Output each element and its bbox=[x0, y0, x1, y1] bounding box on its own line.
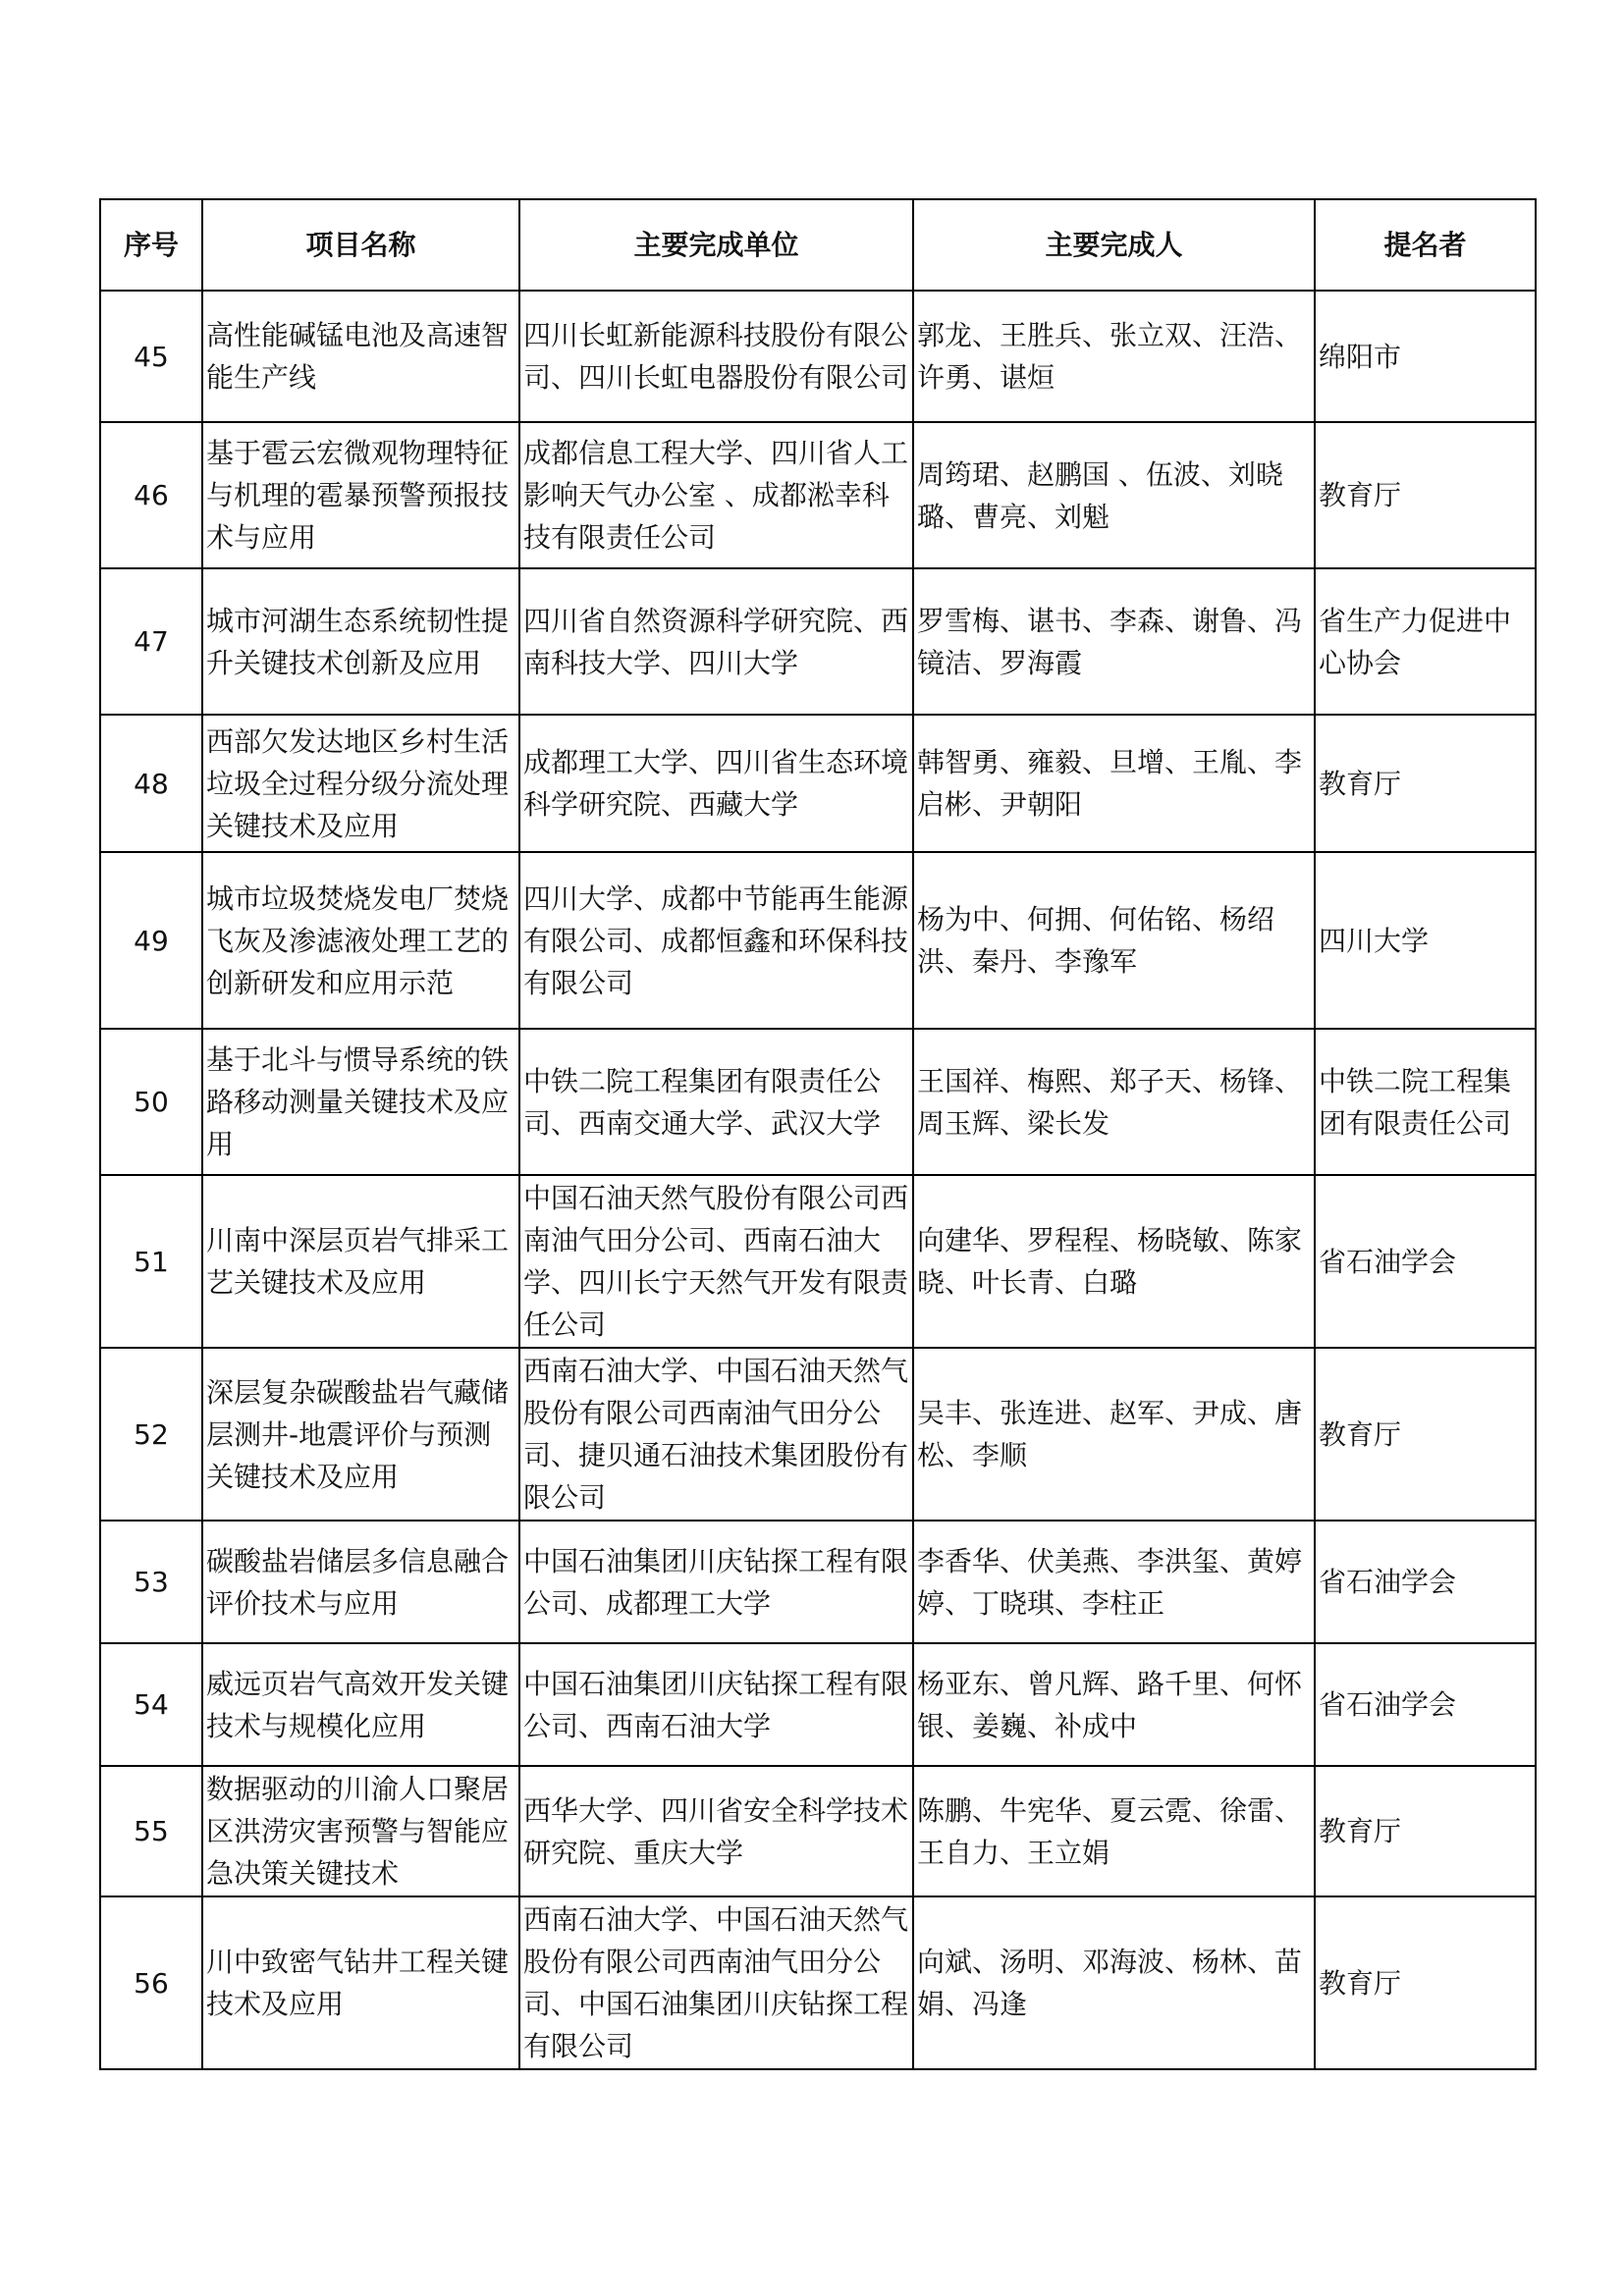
project-name: 城市垃圾焚烧发电厂焚烧飞灰及渗滤液处理工艺的创新研发和应用示范 bbox=[202, 852, 519, 1029]
table-header-row bbox=[100, 199, 1536, 291]
table-row bbox=[100, 568, 1536, 715]
header-main-units: 主要完成单位 bbox=[519, 199, 913, 291]
project-name: 深层复杂碳酸盐岩气藏储层测井-地震评价与预测关键技术及应用 bbox=[202, 1348, 519, 1521]
row-number: 56 bbox=[100, 1896, 202, 2069]
main-units: 四川省自然资源科学研究院、西南科技大学、四川大学 bbox=[519, 568, 913, 715]
table-row bbox=[100, 291, 1536, 422]
row-number: 55 bbox=[100, 1766, 202, 1896]
main-people: 郭龙、王胜兵、张立双、汪浩、许勇、谌烜 bbox=[913, 291, 1315, 422]
row-number: 46 bbox=[100, 422, 202, 568]
nominator: 教育厅 bbox=[1315, 1348, 1536, 1521]
nominator: 教育厅 bbox=[1315, 715, 1536, 852]
main-units: 西南石油大学、中国石油天然气股份有限公司西南油气田分公司、中国石油集团川庆钻探工程有限公司 bbox=[519, 1896, 913, 2069]
nominator: 省生产力促进中心协会 bbox=[1315, 568, 1536, 715]
main-people: 周筠珺、赵鹏国 、伍波、刘晓璐、曹亮、刘魁 bbox=[913, 422, 1315, 568]
main-people: 杨亚东、曾凡辉、路千里、何怀银、姜巍、补成中 bbox=[913, 1643, 1315, 1766]
table-row bbox=[100, 1175, 1536, 1348]
row-number: 52 bbox=[100, 1348, 202, 1521]
main-units: 成都理工大学、四川省生态环境科学研究院、西藏大学 bbox=[519, 715, 913, 852]
main-units: 中国石油天然气股份有限公司西南油气田分公司、西南石油大学、四川长宁天然气开发有限责任公司 bbox=[519, 1175, 913, 1348]
table-row bbox=[100, 1521, 1536, 1643]
nominator: 中铁二院工程集团有限责任公司 bbox=[1315, 1029, 1536, 1175]
project-name: 高性能碱锰电池及高速智能生产线 bbox=[202, 291, 519, 422]
table-row bbox=[100, 1029, 1536, 1175]
row-number: 48 bbox=[100, 715, 202, 852]
project-name: 城市河湖生态系统韧性提升关键技术创新及应用 bbox=[202, 568, 519, 715]
project-name: 威远页岩气高效开发关键技术与规模化应用 bbox=[202, 1643, 519, 1766]
awards-table-container bbox=[99, 198, 1535, 2070]
table-row bbox=[100, 715, 1536, 852]
table-row bbox=[100, 422, 1536, 568]
main-units: 西南石油大学、中国石油天然气股份有限公司西南油气田分公司、捷贝通石油技术集团股份有限公司 bbox=[519, 1348, 913, 1521]
nominator: 教育厅 bbox=[1315, 1896, 1536, 2069]
main-people: 罗雪梅、谌书、李森、谢鲁、冯镜洁、罗海霞 bbox=[913, 568, 1315, 715]
header-number: 序号 bbox=[100, 199, 202, 291]
row-number: 49 bbox=[100, 852, 202, 1029]
project-name: 基于雹云宏微观物理特征与机理的雹暴预警预报技术与应用 bbox=[202, 422, 519, 568]
row-number: 54 bbox=[100, 1643, 202, 1766]
main-units: 西华大学、四川省安全科学技术研究院、重庆大学 bbox=[519, 1766, 913, 1896]
main-people: 李香华、伏美燕、李洪玺、黄婷婷、丁晓琪、李柱正 bbox=[913, 1521, 1315, 1643]
row-number: 47 bbox=[100, 568, 202, 715]
nominator: 省石油学会 bbox=[1315, 1521, 1536, 1643]
project-name: 川南中深层页岩气排采工艺关键技术及应用 bbox=[202, 1175, 519, 1348]
table-row bbox=[100, 1896, 1536, 2069]
main-people: 韩智勇、雍毅、旦增、王胤、李启彬、尹朝阳 bbox=[913, 715, 1315, 852]
main-units: 中铁二院工程集团有限责任公司、西南交通大学、武汉大学 bbox=[519, 1029, 913, 1175]
main-people: 吴丰、张连进、赵军、尹成、唐松、李顺 bbox=[913, 1348, 1315, 1521]
header-main-people: 主要完成人 bbox=[913, 199, 1315, 291]
nominator: 教育厅 bbox=[1315, 1766, 1536, 1896]
table-row bbox=[100, 1643, 1536, 1766]
nominator: 省石油学会 bbox=[1315, 1643, 1536, 1766]
main-units: 成都信息工程大学、四川省人工影响天气办公室 、成都淞幸科技有限责任公司 bbox=[519, 422, 913, 568]
main-units: 四川长虹新能源科技股份有限公司、四川长虹电器股份有限公司 bbox=[519, 291, 913, 422]
table-row bbox=[100, 1348, 1536, 1521]
project-name: 数据驱动的川渝人口聚居区洪涝灾害预警与智能应急决策关键技术 bbox=[202, 1766, 519, 1896]
row-number: 50 bbox=[100, 1029, 202, 1175]
main-people: 向建华、罗程程、杨晓敏、陈家晓、叶长青、白璐 bbox=[913, 1175, 1315, 1348]
main-units: 中国石油集团川庆钻探工程有限公司、西南石油大学 bbox=[519, 1643, 913, 1766]
project-name: 西部欠发达地区乡村生活垃圾全过程分级分流处理关键技术及应用 bbox=[202, 715, 519, 852]
row-number: 53 bbox=[100, 1521, 202, 1643]
row-number: 45 bbox=[100, 291, 202, 422]
main-people: 向斌、汤明、邓海波、杨林、苗娟、冯逢 bbox=[913, 1896, 1315, 2069]
header-project-name: 项目名称 bbox=[202, 199, 519, 291]
main-units: 中国石油集团川庆钻探工程有限公司、成都理工大学 bbox=[519, 1521, 913, 1643]
awards-table bbox=[99, 198, 1537, 2070]
table-row bbox=[100, 1766, 1536, 1896]
project-name: 基于北斗与惯导系统的铁路移动测量关键技术及应用 bbox=[202, 1029, 519, 1175]
main-units: 四川大学、成都中节能再生能源有限公司、成都恒鑫和环保科技有限公司 bbox=[519, 852, 913, 1029]
table-row bbox=[100, 852, 1536, 1029]
nominator: 绵阳市 bbox=[1315, 291, 1536, 422]
row-number: 51 bbox=[100, 1175, 202, 1348]
project-name: 碳酸盐岩储层多信息融合评价技术与应用 bbox=[202, 1521, 519, 1643]
nominator: 四川大学 bbox=[1315, 852, 1536, 1029]
main-people: 王国祥、梅熙、郑子天、杨锋、周玉辉、梁长发 bbox=[913, 1029, 1315, 1175]
main-people: 陈鹏、牛宪华、夏云霓、徐雷、王自力、王立娟 bbox=[913, 1766, 1315, 1896]
project-name: 川中致密气钻井工程关键技术及应用 bbox=[202, 1896, 519, 2069]
header-nominator: 提名者 bbox=[1315, 199, 1536, 291]
main-people: 杨为中、何拥、何佑铭、杨绍洪、秦丹、李豫军 bbox=[913, 852, 1315, 1029]
nominator: 教育厅 bbox=[1315, 422, 1536, 568]
nominator: 省石油学会 bbox=[1315, 1175, 1536, 1348]
